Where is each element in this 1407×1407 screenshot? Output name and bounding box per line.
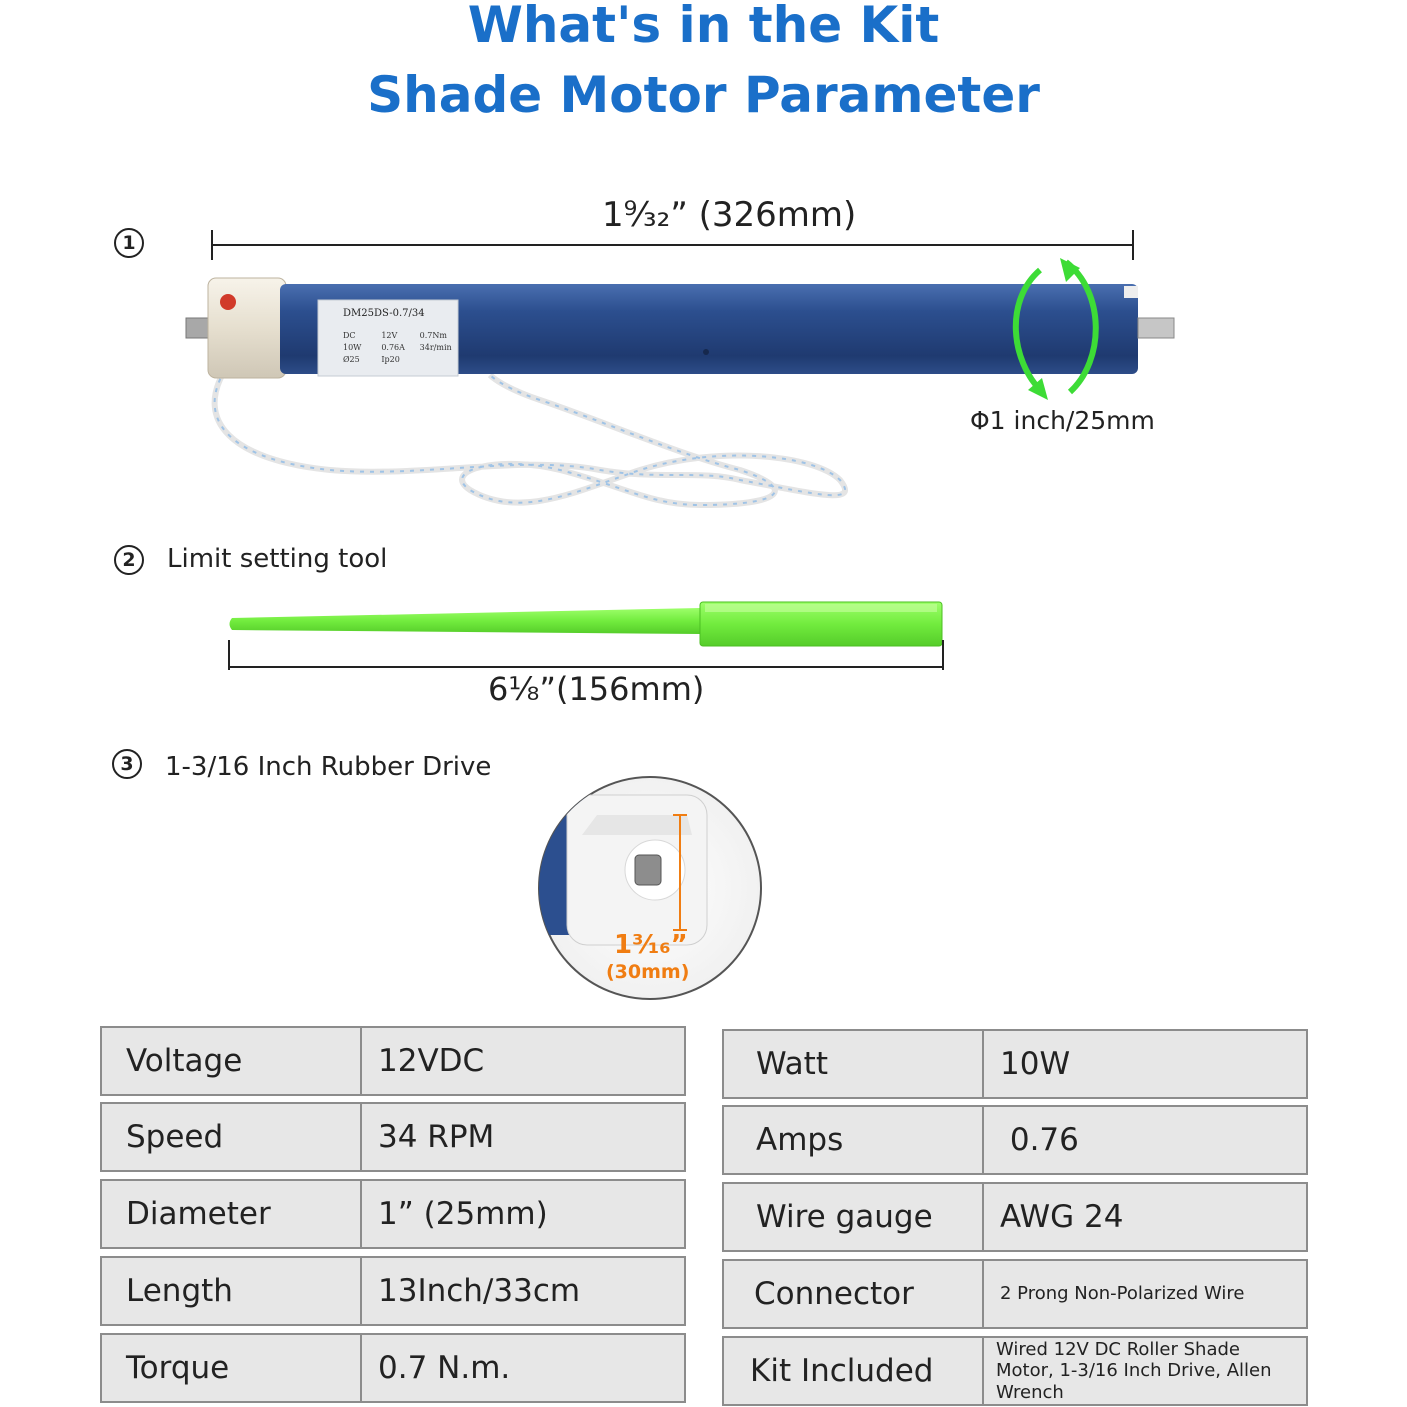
spec-value: 13Inch/33cm bbox=[360, 1256, 686, 1326]
tool-length-tick-right bbox=[942, 640, 944, 670]
spec-name: Watt bbox=[722, 1029, 984, 1099]
motor-label-model: DM25DS-0.7/34 bbox=[343, 308, 425, 319]
item-2-label: Limit setting tool bbox=[167, 544, 388, 574]
tool-length-line bbox=[229, 666, 944, 668]
spec-value: 12VDC bbox=[360, 1026, 686, 1096]
drive-size-dimension: 1³⁄₁₆” bbox=[614, 930, 688, 960]
spec-value: 34 RPM bbox=[360, 1102, 686, 1172]
spec-name: Torque bbox=[100, 1333, 362, 1403]
spec-value: 0.7 N.m. bbox=[360, 1333, 686, 1403]
tool-length-tick-left bbox=[228, 640, 230, 670]
spec-name: Connector bbox=[722, 1259, 984, 1329]
item-3-number-badge: 3 bbox=[112, 749, 142, 779]
spec-value: 0.76 bbox=[982, 1105, 1308, 1175]
motor-diameter-dimension: Φ1 inch/25mm bbox=[970, 406, 1155, 435]
drive-size-metric: (30mm) bbox=[606, 961, 690, 983]
spec-value: 2 Prong Non-Polarized Wire bbox=[982, 1259, 1308, 1329]
motor-label-spec: 0.76A bbox=[381, 343, 405, 352]
spec-value: 10W bbox=[982, 1029, 1308, 1099]
motor-label-spec: Ø25 bbox=[343, 355, 360, 364]
motor-illustration bbox=[0, 0, 1407, 560]
tool-length-dimension: 6⅛”(156mm) bbox=[488, 670, 705, 708]
motor-length-dimension: 1⁹⁄₃₂” (326mm) bbox=[602, 195, 857, 235]
item-1-number-badge: 1 bbox=[114, 228, 144, 258]
motor-label-spec: Ip20 bbox=[381, 355, 400, 364]
motor-label-spec: 10W bbox=[343, 343, 362, 352]
page-title-line2: Shade Motor Parameter bbox=[367, 66, 1040, 124]
motor-label-specs bbox=[343, 330, 458, 366]
motor-label-spec: DC bbox=[343, 331, 356, 340]
spec-name: Amps bbox=[722, 1105, 984, 1175]
spec-table-right bbox=[722, 1029, 1308, 1407]
spec-name: Diameter bbox=[100, 1179, 362, 1249]
motor-label-spec: 0.7Nm bbox=[419, 331, 447, 340]
spec-name: Wire gauge bbox=[722, 1182, 984, 1252]
spec-table-left bbox=[100, 1026, 686, 1406]
item-2-number-badge: 2 bbox=[114, 545, 144, 575]
spec-value: 1” (25mm) bbox=[360, 1179, 686, 1249]
spec-value: Wired 12V DC Roller Shade Motor, 1-3/16 Inch Drive, Allen Wrench bbox=[982, 1336, 1308, 1406]
motor-label-spec: 12V bbox=[381, 331, 398, 340]
spec-name: Speed bbox=[100, 1102, 362, 1172]
item-3-label: 1-3/16 Inch Rubber Drive bbox=[165, 752, 492, 782]
motor-label-spec: 34r/min bbox=[419, 343, 452, 352]
spec-name: Length bbox=[100, 1256, 362, 1326]
spec-name: Kit Included bbox=[722, 1336, 984, 1406]
spec-name: Voltage bbox=[100, 1026, 362, 1096]
page-title-line1: What's in the Kit bbox=[467, 0, 940, 54]
spec-value: AWG 24 bbox=[982, 1182, 1308, 1252]
